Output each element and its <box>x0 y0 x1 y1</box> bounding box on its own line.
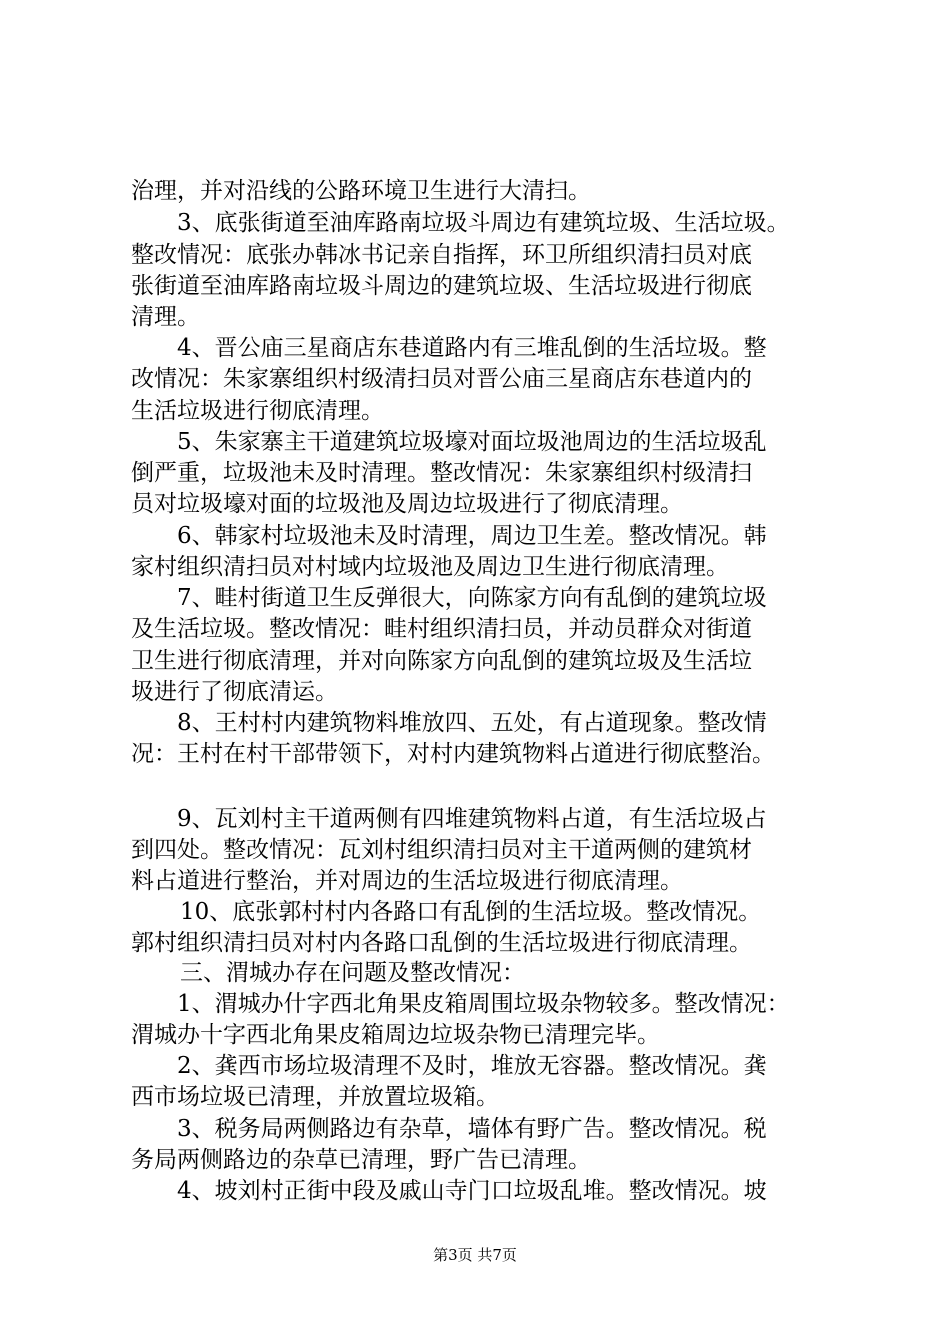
paragraph-line: 改情况：朱家寨组织村级清扫员对晋公庙三星商店东巷道内的 <box>131 366 752 392</box>
paragraph-line: 1、渭城办什字西北角果皮箱周围垃圾杂物较多。整改情况： <box>177 991 790 1017</box>
page-footer: 第3页 共7页 <box>433 1246 517 1264</box>
paragraph-line: 7、畦村街道卫生反弹很大，向陈家方向有乱倒的建筑垃圾 <box>177 585 767 611</box>
section-heading: 三、渭城办存在问题及整改情况： <box>180 960 525 986</box>
paragraph-line: 9、瓦刘村主干道两侧有四堆建筑物料占道，有生活垃圾占 <box>177 806 767 832</box>
paragraph-line: 4、坡刘村正街中段及戚山寺门口垃圾乱堆。整改情况。坡 <box>177 1178 767 1204</box>
paragraph-line: 6、韩家村垃圾池未及时清理，周边卫生差。整改情况。韩 <box>177 523 767 549</box>
paragraph-line: 生活垃圾进行彻底清理。 <box>131 398 384 424</box>
paragraph-line: 及生活垃圾。整改情况：畦村组织清扫员，并动员群众对街道 <box>131 616 752 642</box>
paragraph-line: 整改情况：底张办韩冰书记亲自指挥，环卫所组织清扫员对底 <box>131 242 752 268</box>
paragraph-line: 郭村组织清扫员对村内各路口乱倒的生活垃圾进行彻底清理。 <box>131 930 752 956</box>
paragraph-line: 治理，并对沿线的公路环境卫生进行大清扫。 <box>131 178 591 204</box>
paragraph-line: 5、朱家寨主干道建筑垃圾壕对面垃圾池周边的生活垃圾乱 <box>177 429 767 455</box>
paragraph-line: 3、底张街道至油库路南垃圾斗周边有建筑垃圾、生活垃圾。 <box>177 210 790 236</box>
paragraph-line: 10、底张郭村村内各路口有乱倒的生活垃圾。整改情况。 <box>180 899 762 925</box>
paragraph-line: 3、税务局两侧路边有杂草，墙体有野广告。整改情况。税 <box>177 1116 767 1142</box>
paragraph-line: 倒严重，垃圾池未及时清理。整改情况：朱家寨组织村级清扫 <box>131 460 752 486</box>
paragraph-line: 卫生进行彻底清理，并对向陈家方向乱倒的建筑垃圾及生活垃 <box>131 648 752 674</box>
paragraph-line: 到四处。整改情况：瓦刘村组织清扫员对主干道两侧的建筑材 <box>131 837 752 863</box>
paragraph-line: 西市场垃圾已清理，并放置垃圾箱。 <box>131 1084 499 1110</box>
paragraph-line: 务局两侧路边的杂草已清理，野广告已清理。 <box>131 1147 591 1173</box>
paragraph-line: 圾进行了彻底清运。 <box>131 679 338 705</box>
paragraph-line: 料占道进行整治，并对周边的生活垃圾进行彻底清理。 <box>131 868 683 894</box>
paragraph-line: 员对垃圾壕对面的垃圾池及周边垃圾进行了彻底清理。 <box>131 491 683 517</box>
paragraph-line: 况：王村在村干部带领下，对村内建筑物料占道进行彻底整治。 <box>131 741 775 767</box>
paragraph-line: 家村组织清扫员对村域内垃圾池及周边卫生进行彻底清理。 <box>131 554 729 580</box>
paragraph-line: 8、王村村内建筑物料堆放四、五处，有占道现象。整改情 <box>177 710 767 736</box>
paragraph-line: 张街道至油库路南垃圾斗周边的建筑垃圾、生活垃圾进行彻底 <box>131 273 752 299</box>
paragraph-line: 2、龚西市场垃圾清理不及时，堆放无容器。整改情况。龚 <box>177 1053 767 1079</box>
paragraph-line: 4、晋公庙三星商店东巷道路内有三堆乱倒的生活垃圾。整 <box>177 335 767 361</box>
paragraph-line: 渭城办十字西北角果皮箱周边垃圾杂物已清理完毕。 <box>131 1022 660 1048</box>
paragraph-line: 清理。 <box>131 304 200 330</box>
